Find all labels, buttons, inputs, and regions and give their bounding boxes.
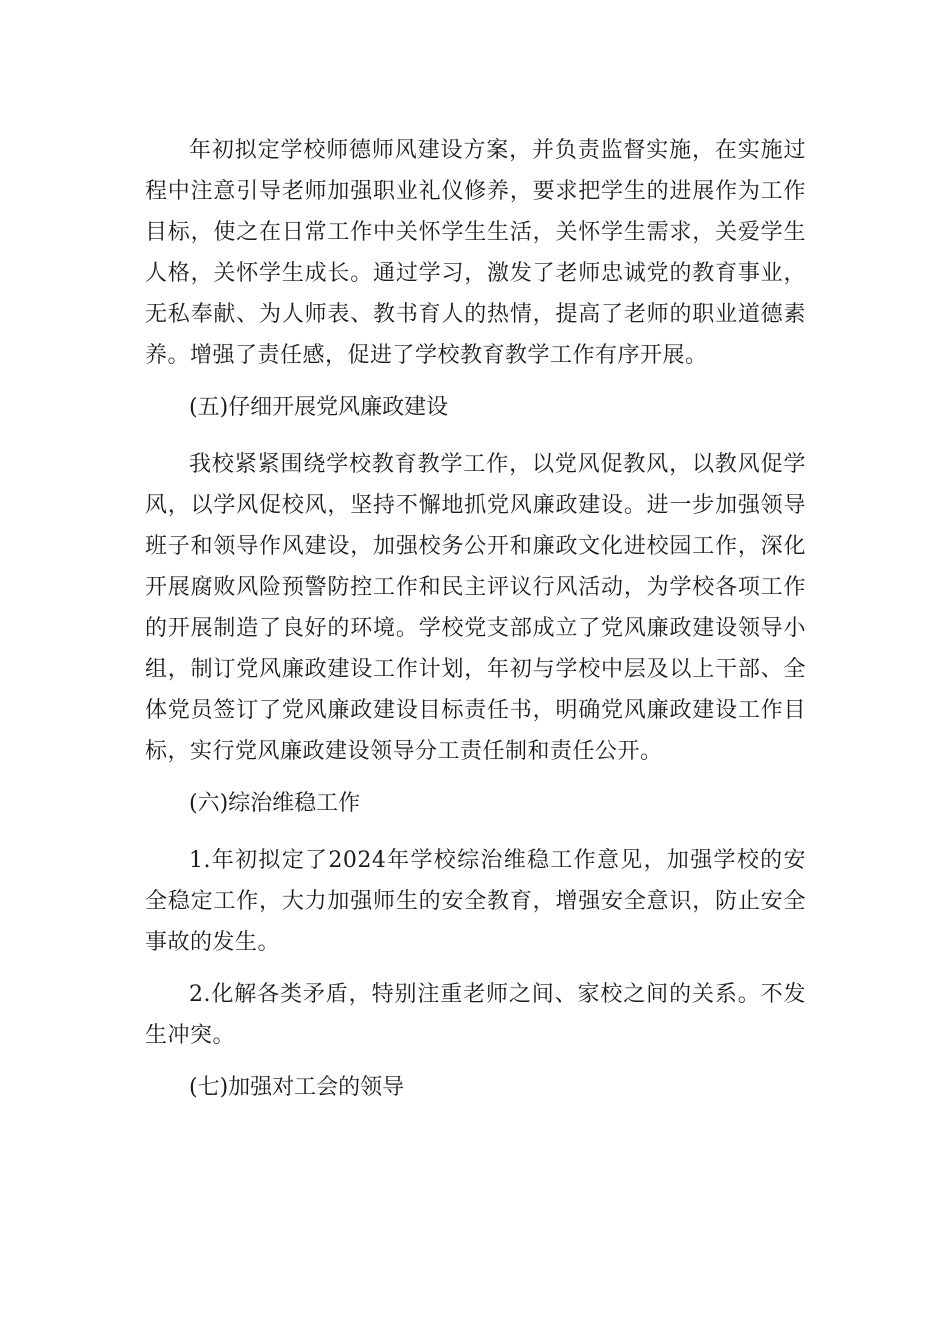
paragraph-stability-1: 1.年初拟定了2024年学校综治维稳工作意见，加强学校的安全稳定工作，大力加强师生的安全教育，增强安全意识，防止安全事故的发生。 [145,848,806,955]
paragraph-stability-2: 2.化解各类矛盾，特别注重老师之间、家校之间的关系。不发生冲突。 [145,982,806,1048]
paragraph-teacher-ethics: 年初拟定学校师德师风建设方案，并负责监督实施，在实施过程中注意引导老师加强职业礼仪修养，要求把学生的进展作为工作目标，使之在日常工作中关怀学生生活，关怀学生需求，关爱学生人格，关怀学生成长。通过学习，激发了老师忠诚党的教育事业，无私奉献、为人师表、教书育人的热情，提高了老师的职业道德素养。增强了责任感，促进了学校教育教学工作有序开展。 [145,138,806,368]
section-heading-5: (五)仔细开展党风廉政建设 [189,395,449,420]
paragraph-party-conduct: 我校紧紧围绕学校教育教学工作，以党风促教风，以教风促学风，以学风促校风，坚持不懈地抓党风廉政建设。进一步加强领导班子和领导作风建设，加强校务公开和廉政文化进校园工作，深化开展腐败风险预警防控工作和民主评议行风活动，为学校各项工作的开展制造了良好的环境。学校党支部成立了党风廉政建设领导小组，制订党风廉政建设工作计划，年初与学校中层及以上干部、全体党员签订了党风廉政建设目标责任书，明确党风廉政建设工作目标，实行党风廉政建设领导分工责任制和责任公开。 [145,452,806,764]
section-heading-7: (七)加强对工会的领导 [189,1075,405,1100]
document-body [145,130,806,1124]
section-heading-6: (六)综治维稳工作 [189,791,361,816]
